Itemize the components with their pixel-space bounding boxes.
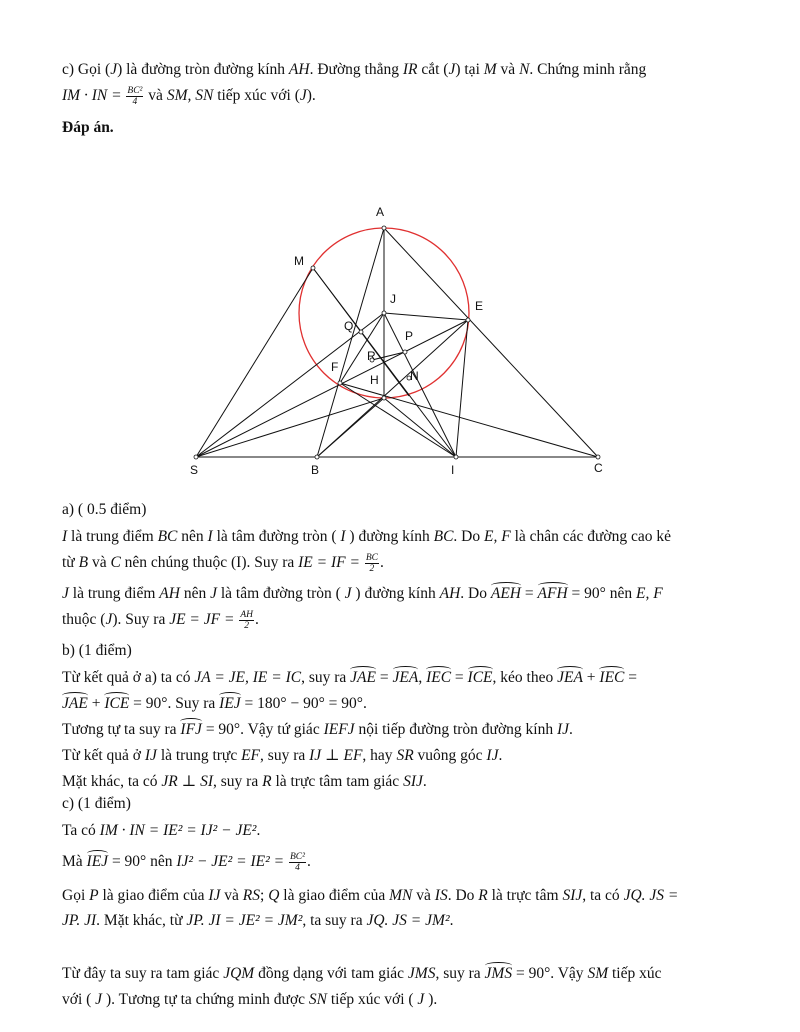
math: C — [110, 554, 121, 572]
part-b-heading: b) (1 điểm) — [62, 642, 132, 659]
label-I: I — [451, 463, 455, 477]
text: , suy ra — [301, 669, 351, 686]
math: I — [62, 528, 68, 545]
text: và — [496, 61, 520, 78]
point-S — [194, 455, 198, 459]
line-AC — [384, 228, 598, 457]
math: J — [299, 87, 307, 105]
angle: ICE — [104, 695, 130, 712]
text: = — [521, 585, 538, 602]
math: SN — [308, 991, 327, 1008]
math: JMS — [407, 965, 436, 982]
point-H — [382, 396, 386, 400]
text: thuộc ( — [62, 611, 106, 629]
math: J — [62, 585, 69, 602]
text: = 90°. Vậy tứ giác — [201, 721, 324, 738]
part-c-line6 — [62, 990, 752, 1010]
text: là tâm đường tròn ( — [212, 528, 341, 545]
text: = — [624, 669, 638, 686]
text: c) Gọi ( — [62, 61, 111, 78]
line-HI — [384, 398, 456, 457]
text: . — [306, 853, 311, 871]
text: nên — [179, 585, 211, 602]
part-c-line5 — [62, 964, 752, 984]
math: J — [417, 991, 425, 1008]
text: tiếp xúc với ( — [327, 991, 418, 1008]
label-S: S — [190, 463, 199, 477]
text: và — [412, 887, 435, 904]
text: từ — [62, 554, 79, 572]
math: P — [89, 887, 99, 904]
label-R: R — [367, 349, 376, 363]
text: , kéo theo — [492, 669, 558, 686]
math: R — [262, 773, 272, 790]
math: IM · IN = IE² = IJ² − JE² — [99, 822, 257, 839]
text: Từ kết quả ở — [62, 747, 145, 764]
math: R — [478, 887, 488, 904]
text: vuông góc — [413, 747, 487, 764]
text: là chân các đường cao kẻ — [510, 528, 672, 545]
math: J — [95, 991, 103, 1008]
math: J — [448, 61, 456, 78]
math: J — [110, 61, 118, 78]
math: IE = IF = — [298, 554, 360, 572]
angle: IEJ — [219, 695, 241, 712]
text: là trực tâm — [487, 887, 563, 904]
text: = 180° − 90° = 90°. — [240, 695, 367, 712]
math: AH — [439, 585, 461, 602]
text: nên — [177, 528, 208, 545]
text: . — [255, 611, 259, 629]
text: ). — [424, 991, 438, 1008]
point-P — [403, 350, 407, 354]
text: = — [376, 669, 393, 686]
text: ) đường kính — [345, 528, 434, 545]
numerator: BC² — [289, 852, 305, 862]
text: , ta có — [582, 887, 624, 904]
point-J — [382, 311, 386, 315]
text: Ta có — [62, 822, 100, 839]
math: SIJ — [403, 773, 423, 790]
angle: JMS — [484, 965, 513, 982]
text: và — [88, 554, 111, 572]
text: , suy ra — [260, 747, 310, 764]
math: AH — [288, 61, 310, 78]
math: IR — [402, 61, 418, 78]
label-C: C — [594, 461, 603, 475]
denominator: 2 — [244, 621, 250, 631]
line-SE — [196, 320, 468, 457]
text: là trung trực — [156, 747, 242, 764]
label-A: A — [376, 205, 385, 219]
math: IJ² − JE² = IE² = — [176, 853, 285, 871]
math: JE = JF = — [169, 611, 235, 629]
part-c-line1 — [62, 821, 752, 841]
math: AH — [159, 585, 180, 602]
text: là trực tâm tam giác — [271, 773, 404, 790]
part-b-line2 — [62, 694, 752, 714]
text: Mà — [62, 853, 87, 871]
text: . Do — [453, 528, 484, 545]
math: JA = JE, IE = IC — [194, 669, 302, 686]
fraction — [365, 553, 379, 574]
math: IJ ⊥ EF — [309, 747, 363, 764]
text: ). — [306, 87, 316, 105]
math: J — [344, 585, 352, 602]
angle: JEA — [557, 669, 583, 686]
part-c-line3 — [62, 886, 752, 906]
math: JQ. JS = — [623, 887, 679, 904]
math: IJ — [556, 721, 570, 738]
math: IS — [434, 887, 448, 904]
text: . Đường thẳng — [309, 61, 403, 78]
label-H: H — [370, 373, 379, 387]
point-B — [315, 455, 319, 459]
denominator: 4 — [295, 863, 300, 873]
text: Gọi — [62, 887, 90, 904]
line-IE — [456, 320, 468, 457]
text: và — [220, 887, 243, 904]
text: . Do — [460, 585, 491, 602]
math: M — [483, 61, 497, 78]
line-SM — [196, 268, 313, 457]
math: IM · IN = — [62, 87, 122, 105]
math: IEFJ — [323, 721, 355, 738]
point-Q — [359, 330, 363, 334]
text: = — [451, 669, 468, 686]
math: SM — [587, 965, 609, 982]
label-P: P — [405, 329, 414, 343]
text: tiếp xúc với ( — [213, 87, 300, 105]
math: BC — [433, 528, 454, 545]
label-M: M — [294, 254, 304, 268]
part-a-line4 — [62, 610, 752, 631]
label-F: F — [331, 360, 339, 374]
angle: IEC — [426, 669, 452, 686]
text: Mặt khác, ta có — [62, 773, 162, 790]
point-I — [454, 455, 458, 459]
math: J — [210, 585, 217, 602]
text: = 90°. Suy ra — [129, 695, 220, 712]
part-a-line2 — [62, 553, 752, 574]
math: IJ — [144, 747, 157, 764]
text: ) là đường tròn đường kính — [117, 61, 289, 78]
text: = 90°. Vậy — [512, 965, 588, 982]
text: , hay — [362, 747, 397, 764]
math: E, F — [484, 528, 511, 545]
text: . — [498, 747, 503, 764]
text: là trung điểm — [67, 528, 158, 545]
label-Q: Q — [344, 319, 354, 333]
angle: IEJ — [86, 853, 109, 871]
text: là trung điểm — [68, 585, 160, 602]
math: Q — [268, 887, 280, 904]
point-F — [338, 381, 342, 385]
text: . Do — [447, 887, 479, 904]
part-b-line5 — [62, 772, 752, 792]
numerator: BC² — [127, 86, 143, 96]
part-c-line2 — [62, 852, 752, 873]
angle: ICE — [467, 669, 493, 686]
point-E — [466, 318, 470, 322]
text: Tương tự ta suy ra — [62, 721, 181, 738]
math: RS — [242, 887, 260, 904]
part-b-line3 — [62, 720, 752, 740]
line-SN — [196, 398, 384, 457]
math: JP. JI — [62, 912, 97, 929]
math: JR ⊥ SI — [161, 773, 214, 790]
text: , suy ra — [435, 965, 485, 982]
text: là giao điểm của — [98, 887, 209, 904]
angle: JEA — [392, 669, 419, 686]
text: . Chứng minh rằng — [529, 61, 647, 78]
math: N — [519, 61, 530, 78]
text: . Mặt khác, từ — [96, 912, 187, 929]
line-IJ — [384, 313, 456, 457]
text: nên chúng thuộc (I). Suy ra — [120, 554, 299, 572]
text: . — [379, 554, 384, 572]
angle: IEC — [599, 669, 625, 686]
line-SJ — [196, 313, 384, 457]
numerator: AH — [240, 610, 253, 620]
math: JQ. JS = JM² — [366, 912, 450, 929]
text: + — [582, 669, 600, 686]
text: . — [256, 822, 261, 839]
part-a-heading: a) ( 0.5 điểm) — [62, 501, 147, 518]
angle: JAE — [62, 695, 88, 712]
fraction — [289, 852, 306, 873]
point-A — [382, 226, 386, 230]
angle: JAE — [350, 669, 376, 686]
label-N: N — [410, 369, 419, 383]
point-C — [596, 455, 600, 459]
part-c-heading: c) (1 điểm) — [62, 795, 131, 812]
text: ; — [260, 887, 269, 904]
figure-lines — [196, 228, 598, 457]
text: là tâm đường tròn ( — [217, 585, 345, 602]
text: . — [569, 721, 573, 738]
line-AB — [317, 228, 384, 457]
math: I — [207, 528, 213, 545]
text: với ( — [62, 991, 96, 1008]
figure-points — [194, 226, 600, 459]
text: và — [144, 87, 167, 105]
math: SIJ — [562, 887, 583, 904]
line-BH — [317, 398, 384, 457]
math: IJ — [486, 747, 499, 764]
math: EF — [241, 747, 261, 764]
text: ) tại — [455, 61, 484, 78]
point-M — [311, 266, 315, 270]
text: . — [422, 773, 427, 790]
math: E, F — [635, 585, 663, 602]
math: MN — [389, 887, 413, 904]
label-J: J — [390, 292, 396, 306]
angle: AEH — [490, 585, 522, 602]
numerator: BC — [365, 553, 378, 563]
part-b-line4 — [62, 746, 752, 766]
text: . — [449, 912, 454, 929]
text: , ta suy ra — [302, 912, 367, 929]
part-b-line1 — [62, 668, 752, 688]
line-CF — [340, 383, 598, 457]
math: SR — [396, 747, 414, 764]
part-c-line4 — [62, 911, 752, 931]
math: BC — [157, 528, 178, 545]
math: JP. JI = JE² = JM² — [186, 912, 303, 929]
angle: AFH — [537, 585, 568, 602]
text: , — [418, 669, 427, 686]
text: ). Suy ra — [112, 611, 170, 629]
text: đồng dạng với tam giác — [254, 965, 408, 982]
answer-heading: Đáp án. — [62, 119, 114, 136]
figure-labels — [190, 205, 603, 477]
text: nội tiếp đường tròn đường kính — [354, 721, 557, 738]
fraction — [239, 610, 254, 631]
math: I — [340, 528, 346, 545]
text: + — [87, 695, 105, 712]
text: = 90° nên — [567, 585, 636, 602]
text: là giao điểm của — [279, 887, 390, 904]
denominator: 4 — [132, 97, 138, 107]
label-E: E — [475, 299, 484, 313]
math: JQM — [223, 965, 255, 982]
text: = 90° nên — [108, 853, 177, 871]
part-a-line3 — [62, 584, 752, 604]
part-a-line1 — [62, 527, 752, 547]
text: ). Tương tự ta chứng minh được — [102, 991, 309, 1008]
text: Từ đây ta suy ra tam giác — [62, 965, 224, 982]
denominator: 2 — [369, 564, 375, 574]
text: tiếp xúc — [608, 965, 662, 982]
math: SM, SN — [166, 87, 214, 105]
text: cắt ( — [417, 61, 449, 78]
text: ) đường kính — [351, 585, 440, 602]
math: IJ — [208, 887, 221, 904]
text: Từ kết quả ở a) ta có — [62, 669, 195, 686]
angle: IFJ — [180, 721, 202, 738]
math: J — [105, 611, 113, 629]
line-JE — [384, 313, 468, 320]
label-B: B — [311, 463, 320, 477]
text: , suy ra — [213, 773, 263, 790]
math: B — [78, 554, 89, 572]
